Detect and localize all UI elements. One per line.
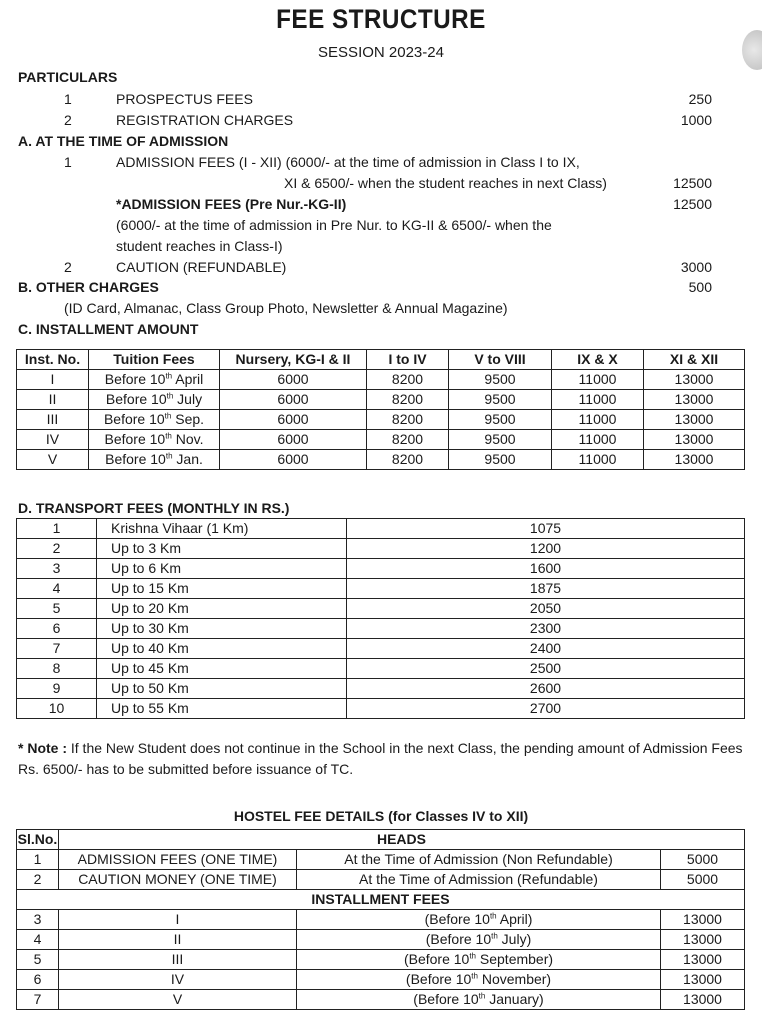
table-row bbox=[17, 870, 745, 890]
transport-fee: 2050 bbox=[347, 599, 745, 619]
fee-cell: 6000 bbox=[220, 430, 367, 450]
inst-no: V bbox=[17, 450, 89, 470]
particular-label: REGISTRATION CHARGES bbox=[116, 112, 294, 128]
transport-fee: 1075 bbox=[347, 519, 745, 539]
fee-cell: 8200 bbox=[367, 370, 449, 390]
particular-no: 1 bbox=[64, 91, 72, 107]
fee-cell: 9500 bbox=[449, 450, 552, 470]
table-row bbox=[17, 679, 745, 699]
hostel-sl-no: 7 bbox=[17, 990, 59, 1010]
tuition-due: Before 10th April bbox=[89, 370, 220, 390]
pre-nursery-admission-desc: student reaches in Class-I) bbox=[116, 238, 283, 254]
table-row bbox=[17, 699, 745, 719]
hostel-header-row bbox=[17, 830, 745, 850]
hostel-installment: IV bbox=[59, 970, 297, 990]
admission-heading: A. AT THE TIME OF ADMISSION bbox=[18, 133, 229, 149]
hostel-fee-title: HOSTEL FEE DETAILS (for Classes IV to XII) bbox=[233, 808, 529, 824]
table-row bbox=[17, 539, 745, 559]
installment-header-row bbox=[17, 350, 745, 370]
table-row bbox=[17, 910, 745, 930]
column-header: XI & XII bbox=[644, 350, 745, 370]
hostel-head: ADMISSION FEES (ONE TIME) bbox=[59, 850, 297, 870]
table-row bbox=[17, 850, 745, 870]
transport-no: 10 bbox=[17, 699, 97, 719]
transport-destination: Up to 15 Km bbox=[97, 579, 347, 599]
table-row bbox=[17, 659, 745, 679]
transport-fee: 1875 bbox=[347, 579, 745, 599]
table-row bbox=[17, 639, 745, 659]
heads-header: HEADS bbox=[59, 830, 745, 850]
fee-cell: 11000 bbox=[552, 370, 644, 390]
hostel-amount: 5000 bbox=[661, 870, 745, 890]
hostel-amount: 5000 bbox=[661, 850, 745, 870]
tuition-due: Before 10th Jan. bbox=[89, 450, 220, 470]
transport-no: 7 bbox=[17, 639, 97, 659]
inst-no: III bbox=[17, 410, 89, 430]
fee-cell: 13000 bbox=[644, 450, 745, 470]
hostel-due: (Before 10th July) bbox=[297, 930, 661, 950]
hostel-sl-no: 6 bbox=[17, 970, 59, 990]
table-row bbox=[17, 619, 745, 639]
transport-no: 9 bbox=[17, 679, 97, 699]
transport-destination: Up to 40 Km bbox=[97, 639, 347, 659]
hostel-sl-no: 1 bbox=[17, 850, 59, 870]
sl-no-header: Sl.No. bbox=[17, 830, 59, 850]
hostel-when: At the Time of Admission (Non Refundable) bbox=[297, 850, 661, 870]
inst-no: II bbox=[17, 390, 89, 410]
transport-no: 6 bbox=[17, 619, 97, 639]
transport-no: 3 bbox=[17, 559, 97, 579]
hostel-when: At the Time of Admission (Refundable) bbox=[297, 870, 661, 890]
transport-fee: 1600 bbox=[347, 559, 745, 579]
page-title: FEE STRUCTURE bbox=[276, 4, 486, 34]
fee-cell: 6000 bbox=[220, 370, 367, 390]
particular-label: PROSPECTUS FEES bbox=[116, 91, 253, 107]
admission-fee-line: XI & 6500/- when the student reaches in next Class) bbox=[284, 175, 607, 191]
hostel-amount: 13000 bbox=[661, 990, 745, 1010]
admission-fee-amount: 12500 bbox=[673, 175, 712, 191]
hostel-sl-no: 4 bbox=[17, 930, 59, 950]
transport-no: 4 bbox=[17, 579, 97, 599]
transport-heading: D. TRANSPORT FEES (MONTHLY IN RS.) bbox=[18, 500, 290, 516]
fee-cell: 6000 bbox=[220, 410, 367, 430]
caution-amount: 3000 bbox=[680, 259, 712, 275]
fee-cell: 6000 bbox=[220, 390, 367, 410]
hostel-due: (Before 10th January) bbox=[297, 990, 661, 1010]
transport-fee: 2400 bbox=[347, 639, 745, 659]
particular-no: 2 bbox=[64, 112, 72, 128]
hostel-fee-table bbox=[16, 829, 745, 1010]
table-row bbox=[17, 990, 745, 1010]
fee-cell: 13000 bbox=[644, 410, 745, 430]
hostel-head: CAUTION MONEY (ONE TIME) bbox=[59, 870, 297, 890]
fee-cell: 13000 bbox=[644, 370, 745, 390]
installment-fees-row bbox=[17, 890, 745, 910]
hostel-installment: II bbox=[59, 930, 297, 950]
hostel-amount: 13000 bbox=[661, 950, 745, 970]
hostel-amount: 13000 bbox=[661, 910, 745, 930]
column-header: I to IV bbox=[367, 350, 449, 370]
fee-cell: 8200 bbox=[367, 390, 449, 410]
installment-table bbox=[16, 349, 745, 470]
hostel-installment: III bbox=[59, 950, 297, 970]
installment-heading: C. INSTALLMENT AMOUNT bbox=[18, 321, 199, 337]
pre-nursery-admission-amount: 12500 bbox=[673, 196, 712, 212]
table-row bbox=[17, 950, 745, 970]
transport-destination: Up to 30 Km bbox=[97, 619, 347, 639]
column-header: Inst. No. bbox=[17, 350, 89, 370]
other-charges-amount: 500 bbox=[688, 279, 712, 295]
transport-destination: Up to 3 Km bbox=[97, 539, 347, 559]
caution-label: CAUTION (REFUNDABLE) bbox=[116, 259, 287, 275]
fee-cell: 8200 bbox=[367, 450, 449, 470]
hostel-sl-no: 3 bbox=[17, 910, 59, 930]
tuition-due: Before 10th Nov. bbox=[89, 430, 220, 450]
admission-item-no: 1 bbox=[64, 154, 72, 170]
column-header: Tuition Fees bbox=[89, 350, 220, 370]
column-header: V to VIII bbox=[449, 350, 552, 370]
table-row bbox=[17, 410, 745, 430]
transport-destination: Up to 50 Km bbox=[97, 679, 347, 699]
table-row bbox=[17, 559, 745, 579]
fee-cell: 13000 bbox=[644, 430, 745, 450]
hostel-due: (Before 10th April) bbox=[297, 910, 661, 930]
fee-cell: 11000 bbox=[552, 390, 644, 410]
fee-cell: 9500 bbox=[449, 410, 552, 430]
fee-cell: 11000 bbox=[552, 430, 644, 450]
other-charges-heading: B. OTHER CHARGES bbox=[18, 279, 159, 295]
fee-cell: 11000 bbox=[552, 450, 644, 470]
hostel-amount: 13000 bbox=[661, 930, 745, 950]
tuition-due: Before 10th July bbox=[89, 390, 220, 410]
particulars-heading: PARTICULARS bbox=[18, 69, 118, 85]
transport-no: 8 bbox=[17, 659, 97, 679]
table-row bbox=[17, 430, 745, 450]
column-header: Nursery, KG-I & II bbox=[220, 350, 367, 370]
table-row bbox=[17, 450, 745, 470]
inst-no: IV bbox=[17, 430, 89, 450]
transport-fee: 2300 bbox=[347, 619, 745, 639]
fee-cell: 8200 bbox=[367, 410, 449, 430]
other-charges-desc: (ID Card, Almanac, Class Group Photo, Newsletter & Annual Magazine) bbox=[64, 300, 508, 316]
hostel-due: (Before 10th September) bbox=[297, 950, 661, 970]
table-row bbox=[17, 390, 745, 410]
transport-fee: 2600 bbox=[347, 679, 745, 699]
fee-cell: 8200 bbox=[367, 430, 449, 450]
inst-no: I bbox=[17, 370, 89, 390]
fee-cell: 11000 bbox=[552, 410, 644, 430]
transport-destination: Up to 55 Km bbox=[97, 699, 347, 719]
fee-cell: 9500 bbox=[449, 430, 552, 450]
table-row bbox=[17, 579, 745, 599]
fee-cell: 13000 bbox=[644, 390, 745, 410]
note-label: * Note : bbox=[18, 740, 67, 756]
table-row bbox=[17, 370, 745, 390]
pre-nursery-admission-title: *ADMISSION FEES (Pre Nur.-KG-II) bbox=[116, 196, 347, 212]
transport-destination: Up to 6 Km bbox=[97, 559, 347, 579]
fee-cell: 6000 bbox=[220, 450, 367, 470]
transport-no: 5 bbox=[17, 599, 97, 619]
transport-no: 2 bbox=[17, 539, 97, 559]
transport-fee: 1200 bbox=[347, 539, 745, 559]
transport-destination: Up to 45 Km bbox=[97, 659, 347, 679]
fee-cell: 9500 bbox=[449, 370, 552, 390]
hostel-due: (Before 10th November) bbox=[297, 970, 661, 990]
table-row bbox=[17, 930, 745, 950]
transport-destination: Krishna Vihaar (1 Km) bbox=[97, 519, 347, 539]
transport-destination: Up to 20 Km bbox=[97, 599, 347, 619]
fee-cell: 9500 bbox=[449, 390, 552, 410]
admission-fee-line: ADMISSION FEES (I - XII) (6000/- at the time of admission in Class I to IX, bbox=[116, 154, 580, 170]
session-label: SESSION 2023-24 bbox=[318, 44, 444, 61]
note-text: If the New Student does not continue in the School in the next Class, the pending amount of Admission Fees Rs. 6500/- has to be submitted before issuance of TC. bbox=[18, 740, 743, 777]
particular-amount: 1000 bbox=[680, 112, 712, 128]
column-header: IX & X bbox=[552, 350, 644, 370]
caution-no: 2 bbox=[64, 259, 72, 275]
table-row bbox=[17, 970, 745, 990]
hostel-installment: I bbox=[59, 910, 297, 930]
installment-fees-header: INSTALLMENT FEES bbox=[17, 890, 745, 910]
transport-fee: 2700 bbox=[347, 699, 745, 719]
table-row bbox=[17, 519, 745, 539]
hostel-installment: V bbox=[59, 990, 297, 1010]
hostel-sl-no: 2 bbox=[17, 870, 59, 890]
particular-amount: 250 bbox=[688, 91, 712, 107]
transport-no: 1 bbox=[17, 519, 97, 539]
admission-note bbox=[18, 738, 748, 780]
tuition-due: Before 10th Sep. bbox=[89, 410, 220, 430]
pre-nursery-admission-desc: (6000/- at the time of admission in Pre Nur. to KG-II & 6500/- when the bbox=[116, 217, 552, 233]
table-row bbox=[17, 599, 745, 619]
hostel-sl-no: 5 bbox=[17, 950, 59, 970]
transport-fee: 2500 bbox=[347, 659, 745, 679]
hostel-amount: 13000 bbox=[661, 970, 745, 990]
transport-table bbox=[16, 518, 745, 719]
